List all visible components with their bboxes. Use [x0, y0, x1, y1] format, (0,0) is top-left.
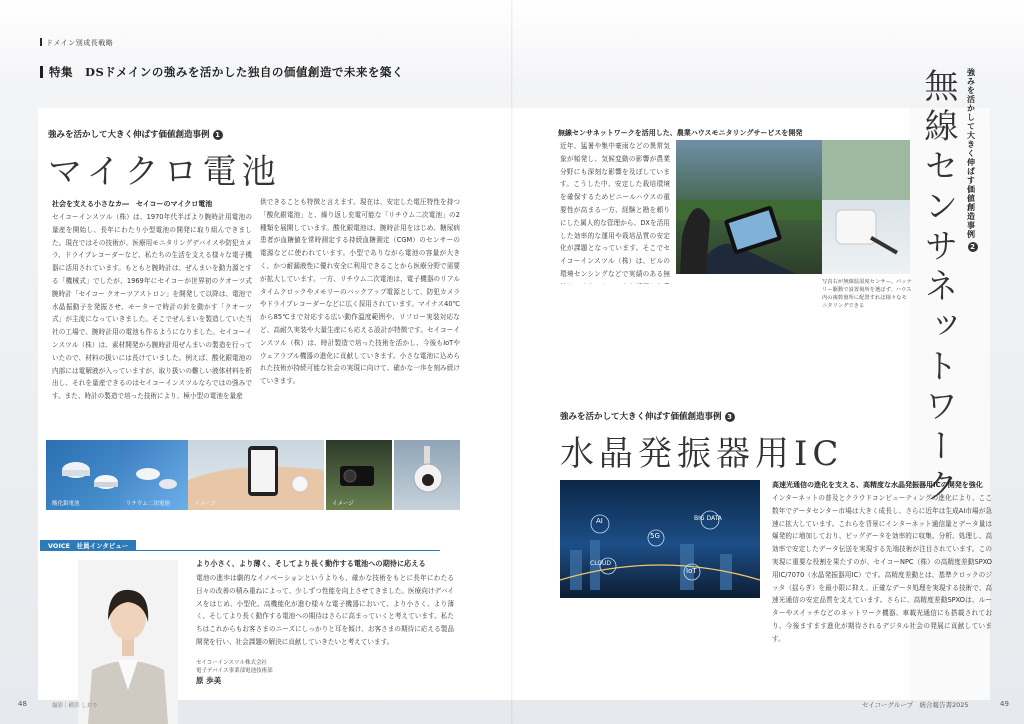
case2-number: 2 — [968, 242, 978, 252]
farm-tablet-illustration — [676, 140, 826, 274]
feature-title: 特集 DSドメインの強みを活かした独自の価値創造で未来を築く — [40, 64, 404, 80]
case3-title: 水晶発振器用IC — [560, 434, 844, 474]
page-number-right: 49 — [1000, 700, 1009, 708]
city-network-illustration — [560, 480, 760, 598]
case1-title: マイクロ電池 — [48, 152, 281, 192]
portrait-illustration — [78, 560, 178, 724]
photo-credit: 撮影｜横浜 しおり — [52, 703, 98, 709]
case1-body-col1: セイコーインスツル（株）は、1970年代半ばより腕時計用電池の量産を開始し、長年にわたり小型電池の開発に取り組んできました。現在ではその技術が、医療用モニタリングデバイスや防犯カメラ、ドライブレコーダーなど、私たちの生活を支える様々な電子機器に活用されています。もともと腕時計は、ぜんまいを動力源とする「機械式」でしたが、1969年にセイコーが世界初のクオーツ式腕時計「セイコー クオーツアストロン」を開発して以降は、電池で水晶振動子を発振させ、モーターで時計の針を動かす「クオーツ式」が主流になっていきました。そこでぜんまいを製造していた当社の工場で、腕時計用の電池も作るようになりました。セイコーインスツル（株）は、素材開発から腕時計用ぜんまいの製造を行っていたので、材料の扱いには長けていました。例えば、酸化銀電池の内部には電解液が入っていますが、取り扱いの難しい液体材料を析出し、それを量産できるのはセイコーインスツルならではの強みです。また、時計の製造で培った技術により、極小型の電池を量産 — [52, 213, 252, 401]
page-number-left: 48 — [18, 700, 27, 708]
sensor-device-illustration — [822, 140, 910, 274]
case2-subhead: 無線センサネットワークを活用した、農業ハウスモニタリングサービスを開発 — [558, 129, 803, 137]
overlay-label-ai: AI — [596, 517, 603, 525]
section-tag: ドメイン別成長戦略 — [40, 38, 113, 48]
case3-body: インターネットの普及とクラウドコンピューティングの進化により、ここ数年でデータセンター市場は大きく成長し、さらに近年は生成AI市場が急速に拡大しています。これらを背景にインターネット通信量とデータ量は爆発的に増加しており、ビッグデータを効率的に収集、分析、処理し、高効率で安定したデータ伝送を実現する先端技術が注目されています。この実現に重要な役割を果たすのが、セイコーNPC（株）の高精度差動SPXO用IC/7070（水晶発振器用IC）です。高精度差動とは、基準クロックのジッタ（揺らぎ）を最小限に抑え、正確なデータ処理を実現する技術で、高速光通信の安定品質を支えています。さらに、高精度差動SPXOは、ルーターやスイッチなどのネットワーク機器、車載光通信にも搭載されており、今後ますます進化が期待されるデジタル社会の発展に貢献しています。 — [772, 494, 992, 643]
smart-city-photo — [560, 480, 760, 598]
wireless-sensor-photo — [822, 140, 910, 274]
photo-caption: イメージ — [194, 501, 216, 507]
lithium-battery-photo — [120, 440, 190, 510]
case3-number: 3 — [725, 412, 735, 422]
overlay-label-5g: 5G — [650, 532, 660, 540]
photo-caption: イメージ — [332, 501, 354, 507]
page-gutter — [511, 0, 513, 724]
case1-subhead: 社会を支える小さなカ― セイコーのマイクロ電池 — [52, 200, 213, 208]
case2-body-top: 近年、猛暑や集中豪雨などの異常気象が頻発し、気候変動の影響が農業分野にも深刻な影響を及ぼしています。こうした中、安定した栽培環境を確保するためビニールハウスの重要性が高まる一方、経験と勘を頼りにした属人的な管理から、DXを活用した効率的な運用や栽培品質の安定化が課題となっています。そこでセイコーインスツル（株）は、ビルの環境センシングなどで実績のある無 — [560, 142, 670, 278]
dashcam-photo — [326, 440, 392, 510]
case1-label — [48, 128, 223, 140]
security-camera-photo — [394, 440, 460, 510]
farm-sensor-photo — [676, 140, 826, 274]
person-organization: セイコーインスツル株式会社 電子デバイス事業部電池技術部 — [196, 660, 273, 674]
security-camera-illustration — [394, 440, 460, 510]
publication-title: セイコーグループ 統合報告書2025 — [862, 701, 969, 709]
case2-title: 無線センサネットワーク — [918, 68, 958, 508]
overlay-label-bigdata: BIG DATA — [694, 515, 722, 522]
case3-subhead: 高速光通信の進化を支える、高精度な水晶発振器用ICの開発を強化 — [772, 481, 983, 489]
case2-label — [965, 68, 978, 252]
case1-number: 1 — [213, 130, 223, 140]
photo-caption: リチウム二次電池 — [126, 501, 170, 507]
case1-body-col2: 供できることも特徴と言えます。現在は、安定した電圧特性を持つ「酸化銀電池」と、繰り返し充電可能な「リチウム二次電池」の2種類を展開しています。酸化銀電池は、腕時計用をはじめ、糖尿病患者が血糖値を常時測定する持続血糖測定（CGM）のセンサーの電源などに使われています。小型でありながら電池の容量が大きく、かつ耐漏液性に優れ安全に利用できることから医療分野で需要が拡大しています。一方、リチウム二次電池は、電子機器のリアルタイムクロックやメモリーのバックアップ電源として、防犯カメラやドライブレコーダーなどに広く採用されています。マイナス40℃から85℃まで対応する広い動作温度範囲や、リフロー実装対応など、高耐久実装や大量生産にも応える設計が特徴です。セイコーインスツル（株）は、時計製造で培った技術を活かし、今後もIoTやウェアラブル機器の進化に貢献していきます。小さな電池に込められた技術が持続可能な社会の実現に向けて、確かな一歩を刻み続けていきます。 — [260, 198, 460, 386]
voice-tag: VOICE 社員インタビュー — [40, 540, 136, 551]
interview-heading: より小さく、より薄く、そしてより長く動作する電池への期待に応える — [196, 559, 426, 568]
case2-photo-caption: 写真右が無線温湿度センサー。バッテリー駆動で設置場所を選ばず、ハウス内の複数箇所に配置すれば様々なモニタリングできる — [822, 279, 912, 309]
employee-portrait — [78, 560, 178, 724]
wearable-sensor-photo — [188, 440, 324, 510]
person-name: 原 歩美 — [196, 676, 222, 685]
case3-label-text: 強みを活かして大きく伸ばす価値創造事例 — [560, 412, 722, 422]
case1-label-text: 強みを活かして大きく伸ばす価値創造事例 — [48, 130, 210, 140]
overlay-label-cloud: CLOUD — [590, 560, 612, 567]
case3-label — [560, 410, 735, 422]
overlay-label-iot: IoT — [686, 567, 697, 575]
interview-body: 電池の進歩は劇的なイノベーションというよりも、確かな技術をもとに長年にわたる日々の改善の積み重ねによって、少しずつ性能を向上させてきました。医療向けデバイスをはじめ、小型化、高機能化が進む様々な電子機器において、より小さく、より薄く、そしてより長く動作する電池への期待はさらに高まっていくと考えています。私たちはこれからもお客さまのニーズにしっかりと耳を傾け、お客さまの期待に応える製品開発を行い、社会課題の解決に貢献していきたいと考えています。 — [196, 574, 454, 646]
case2-label-text: 強みを活かして大きく伸ばす価値創造事例 — [966, 68, 977, 239]
photo-caption: 酸化銀電池 — [52, 501, 80, 507]
